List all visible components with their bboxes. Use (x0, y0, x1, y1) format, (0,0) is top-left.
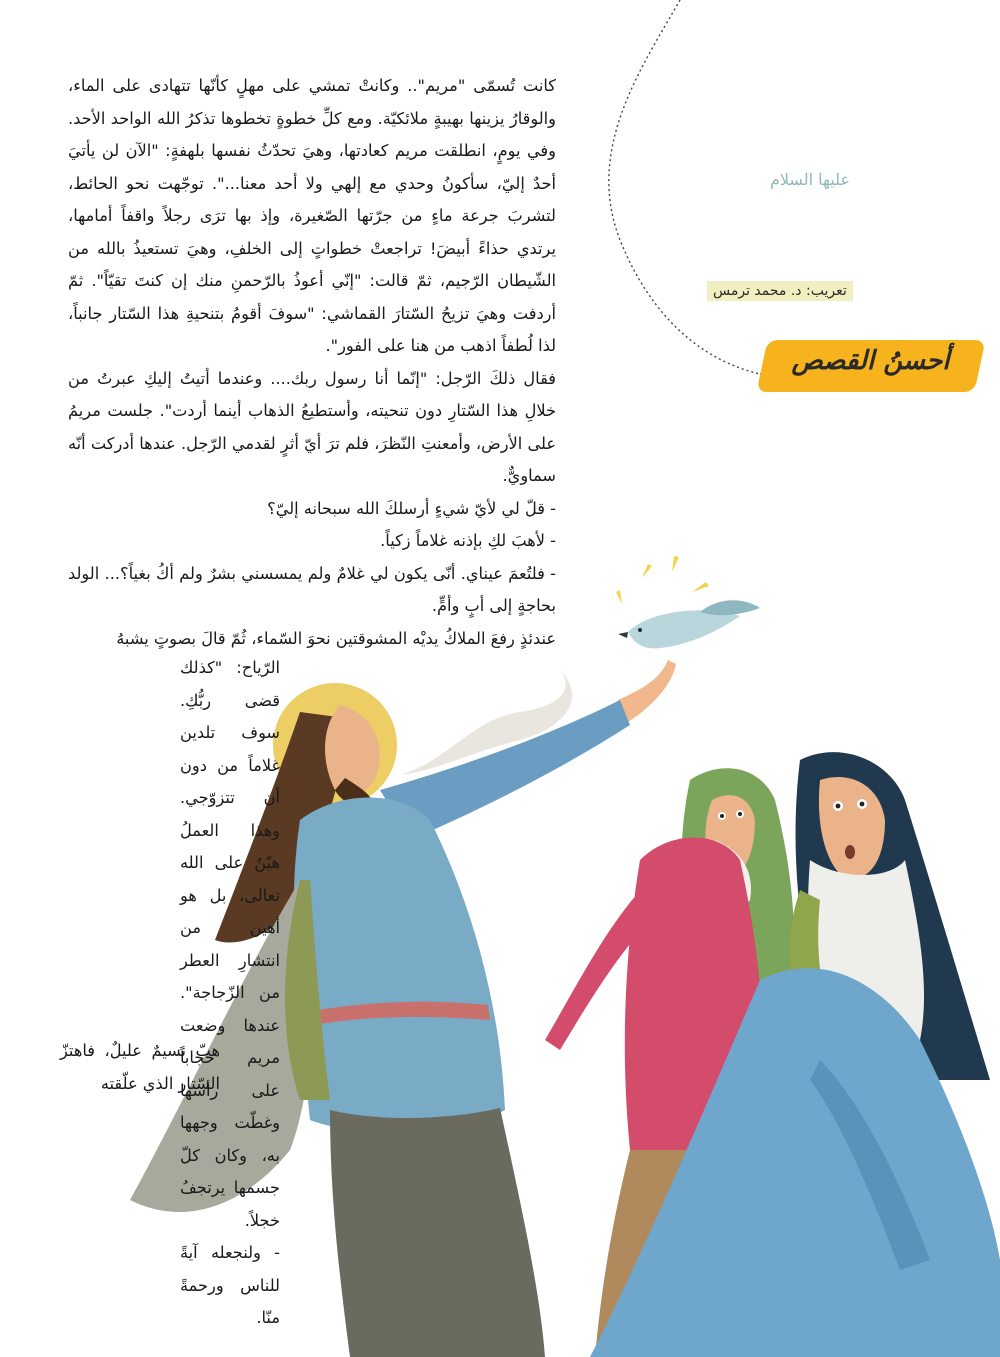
story-dialogue-line: - ولنجعله آيةً للناس ورحمةً منّا. (180, 1243, 280, 1327)
story-paragraph: فقال ذلكَ الرّجل: "إنّما أنا رسول ربك.... وعندما أتيتُ إليكِ عبرتُ من خلالِ هذا السّتارِ دون تنحيته، وأستطيعُ الذهاب أينما أردت". جلست مريمُ على الأرض، وأمعنتِ النّظرَ، فلم ترَ أيّ أثرٍ لقدمي الرّجل. عندها أدركت أنّه سماويٌّ. (68, 368, 556, 485)
side-title-calligraphy: عليها السلام (769, 170, 851, 189)
story-paragraph: كانت تُسمّى "مريم".. وكانتْ تمشي على مهلٍ كأنّها تتهادى على الماء، والوقارُ يزينها بهيبةٍ ملائكيّة. ومع كلِّ خطوةٍ تخطوها تذكرُ الله الواحد الأحد. وفي يومٍ، انطلقت مريم كعادتها، وهيَ تحدّثُ نفسها بلهفةٍ: "الآن لن يأتيَ أحدٌ إليّ، سأكونُ وحدي مع إلهي ولا أحد معنا...". توجّهت نحو الحائط، لتشربَ جرعة ماءٍ من جرّتها الصّغيرة، وإذ بها ترَى رجلاً واقفاً أمامها، يرتدي حذاءً أبيضَ! تراجعتْ خطواتٍ إلى الخلفِ، وهيَ تستعيذُ بالله من الشّيطان الرّجيم، ثمّ قالت: "إنّي أعوذُ بالرّحمنِ منك إن كنتَ تقيّاً". ثمّ أردفت وهيَ تزيحُ السّتارَ القماشي: "سوفَ أقومُ بتنحيةِ هذا السّتار جانباً، لذا لُطفاً اذهب من هنا على الفور". (68, 76, 556, 355)
story-text-tail (60, 1035, 220, 1100)
story-dialogue-line: - لأهبَ لكِ بإذنه غلاماً زكياً. (380, 531, 556, 550)
story-dialogue-line: - قلّ لي لأيّ شيءٍ أرسلكَ الله سبحانه إليّ؟ (267, 498, 556, 518)
story-dialogue-line: - فلتُعمَ عيناي. أنّى يكون لي غلامٌ ولم يمسسني بشرٌ ولم أكُ بغياً؟... الولد بحاجةٍ إلى أبٍ وأمٍّ. (68, 563, 556, 615)
story-paragraph: الرّياح: "كذلك قضى ربُّكِ. سوف تلدين غلاماً من دون أن تتزوّجي. وهذا العملُ هيّنٌ على الله تعالى، بل هو أهين من انتشارِ العطر من الزّجاجة". عندها وضعت مريم حجاباً على رأسها وغطّت وجهها به، وكان كلّ جسمها يرتجفُ خجلاً. (180, 658, 280, 1230)
story-paragraph: هبّ نسيمٌ عليلٌ، فاهتزّ السّتار الذي علّقته (60, 1041, 220, 1093)
sparkle-marks (616, 556, 709, 604)
story-text-narrow (180, 652, 280, 1335)
story-text-main (68, 70, 556, 655)
series-title: أحسنُ القصص (791, 346, 950, 376)
translator-credit: تعريب: د. محمد ترمس (707, 281, 853, 301)
dove-bird (618, 600, 760, 648)
story-paragraph: عندئذٍ رفعَ الملاكُ يديْه المشوقتين نحوَ السّماء، ثُمّ قالَ بصوتٍ يشبهُ (116, 628, 556, 648)
